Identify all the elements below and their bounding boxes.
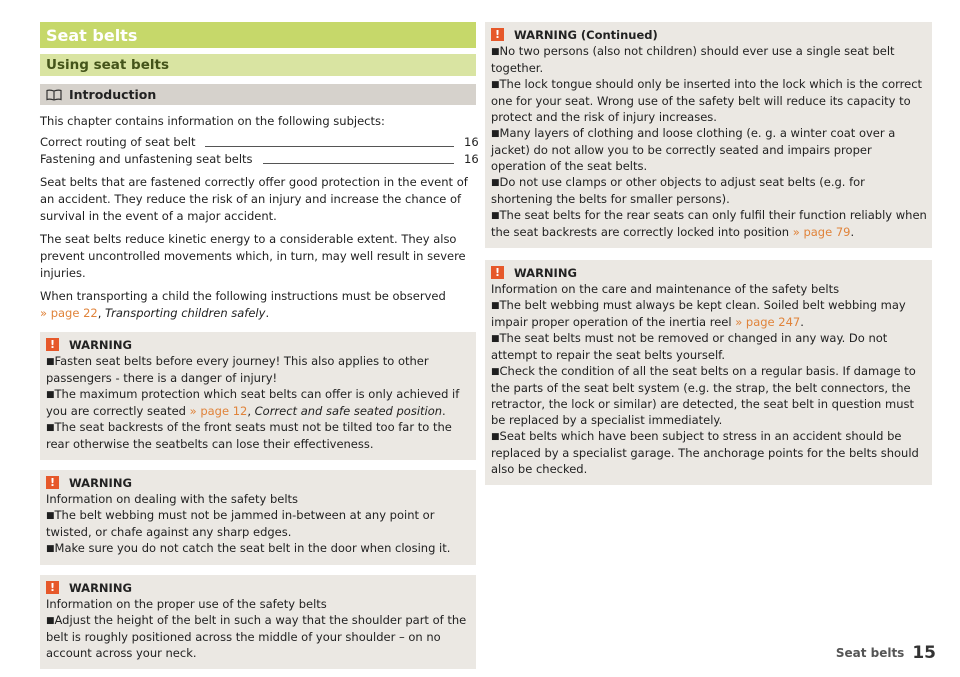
warning-box: ! WARNING Information on the proper use of the safety belts ■Adjust the height of the belt in such a way that the shoulder part of the belt is roughly positioned across the middle of your shoulder – on no account across your neck. (40, 575, 476, 669)
intro-text: This chapter contains information on the following subjects: (40, 114, 385, 128)
warning-box: ! WARNING (Continued) ■No two persons (also not children) should ever use a single seat belt together. ■The lock tongue should only be inserted into the lock which is the correct one for your seat. Wrong use of the safety belt will reduce its capacity to protect and the risk of injury increases. ■Many layers of clothing and loose clothing (e. g. a winter coat over a jacket) do not allow you to be correctly seated and impairs proper operation of the seat belts. ■Do not use clamps or other objects to adjust seat belts (e.g. for shortening the belts for smaller persons). ■The seat belts for the rear seats can only fulfil their function reliably when the seat backrests are correctly locked into position » page 79. (485, 22, 932, 248)
toc-item-page: 16 (464, 135, 479, 149)
toc-item[interactable] (40, 151, 479, 168)
toc-list (40, 134, 479, 168)
warning-box: ! WARNING Information on the care and maintenance of the safety belts ■The belt webbing must always be kept clean. Soiled belt webbing may impair proper operation of the inertia reel » page 247. ■The seat belts must not be removed or changed in any way. Do not attempt to repair the seat belts yourself. ■Check the condition of all the seat belts on a regular basis. If damage to the parts of the seat belt system (e.g. the strap, the belt connectors, the retractor, the lock or similar) are detected, the seat belt in question must be replaced by a specialist immediately. ■Seat belts which have been subject to stress in an accident should be replaced by a specialist garage. The anchorage points for the belts should also be checked. (485, 260, 932, 485)
toc-leader (263, 163, 454, 164)
section-title: Using seat belts (40, 54, 476, 76)
warning-icon: ! (46, 581, 59, 594)
warning-box: ! WARNING ■Fasten seat belts before every journey! This also applies to other passengers - there is a danger of injury! ■The maximum protection which seat belts can offer is only achieved if you are correctly seated » page 12, Correct and safe seated position. ■The seat backrests of the front seats must not be tilted too far to the rear otherwise the seatbelts can lose their effectiveness. (40, 332, 476, 460)
page-link[interactable]: » page 79 (792, 225, 851, 239)
toc-item[interactable] (40, 134, 479, 151)
footer-chapter-label: Seat belts (835, 646, 905, 660)
warning-title: WARNING (69, 580, 132, 595)
paragraph-kinetic: The seat belts reduce kinetic energy to a considerable extent. They also prevent uncontrolled movements which, in turn, may well result in severe injuries. (40, 232, 466, 280)
toc-leader (205, 146, 454, 147)
warning-icon: ! (46, 338, 59, 351)
paragraph-children: When transporting a child the following instructions must be observed » page 22, Transporting children safely. (40, 289, 446, 320)
warning-title: WARNING (69, 337, 132, 352)
toc-item-page: 16 (464, 152, 479, 166)
warning-box: ! WARNING Information on dealing with the safety belts ■The belt webbing must not be jammed in-between at any point or twisted, or chafe against any sharp edges. ■Make sure you do not catch the seat belt in the door when closing it. (40, 470, 476, 565)
reference-title: Transporting children safely (105, 306, 266, 320)
chapter-title: Seat belts (40, 22, 476, 48)
page-link[interactable]: » page 12 (189, 404, 248, 418)
warning-icon: ! (491, 28, 504, 41)
warning-title: WARNING (Continued) (514, 27, 658, 42)
warning-icon: ! (491, 266, 504, 279)
paragraph-survival: Seat belts that are fastened correctly offer good protection in the event of an accident. They reduce the risk of an injury and increase the chance of survival in the event of a major accident. (40, 175, 468, 223)
book-icon (46, 89, 62, 101)
left-column (40, 22, 479, 669)
right-column (485, 22, 932, 485)
page-footer (836, 643, 936, 663)
warning-icon: ! (46, 476, 59, 489)
warning-title: WARNING (69, 475, 132, 490)
intro-title: Introduction (69, 86, 157, 102)
page-link[interactable]: » page 247 (735, 315, 801, 329)
toc-item-label: Fastening and unfastening seat belts (40, 152, 253, 166)
toc-item-label: Correct routing of seat belt (40, 135, 196, 149)
intro-heading (40, 84, 476, 105)
page-number: 15 (912, 643, 936, 663)
warning-title: WARNING (514, 265, 577, 280)
page-link[interactable]: » page 22 (40, 306, 98, 320)
